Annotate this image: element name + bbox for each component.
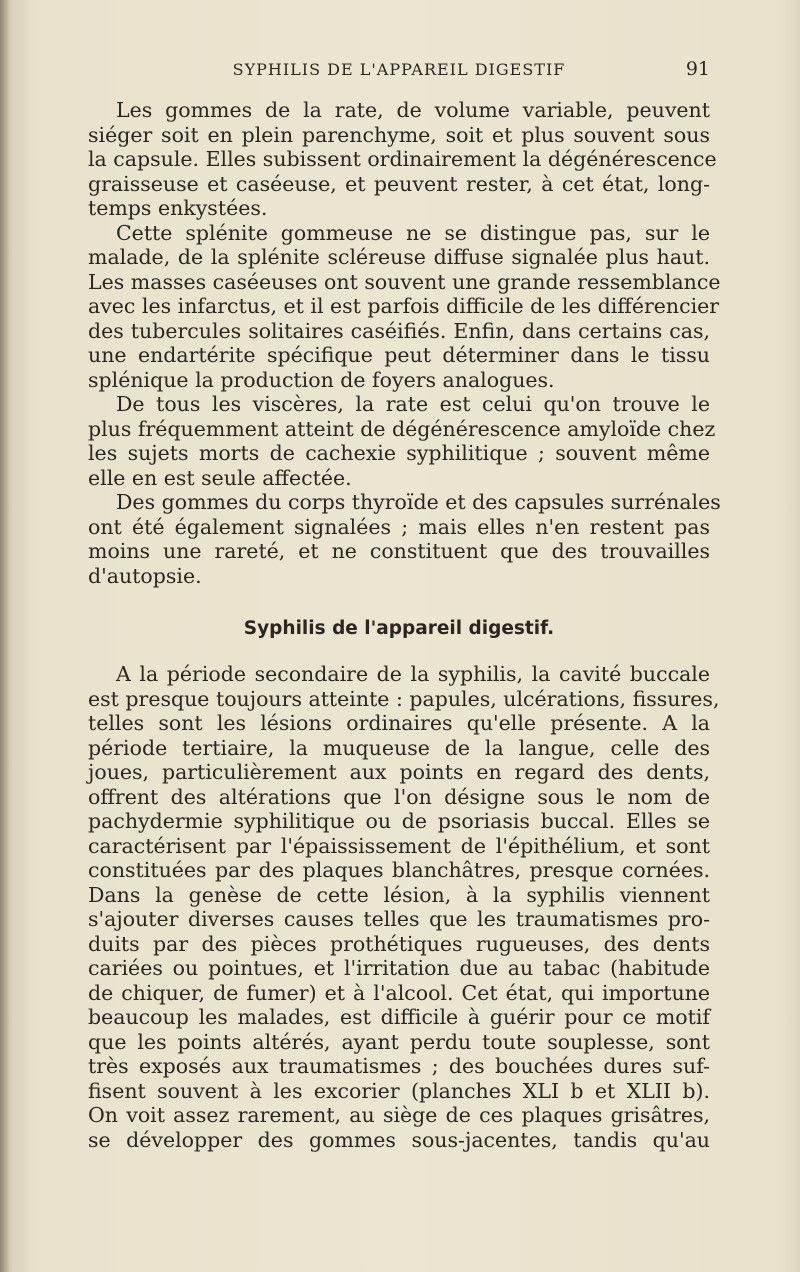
text-line: Cette splénite gommeuse ne se distingue pas, sur le bbox=[116, 220, 710, 245]
text-line: moins une rareté, et ne constituent que des trouvailles bbox=[88, 539, 710, 563]
text-line: splénique la production de foyers analogues. bbox=[88, 367, 555, 392]
running-title: SYPHILIS DE L'APPAREIL DIGESTIF bbox=[232, 60, 566, 79]
text-line: très exposés aux traumatismes ; des bouchées dures suf- bbox=[88, 1054, 710, 1078]
text-line: constituées par des plaques blanchâtres, presque cornées. bbox=[88, 858, 710, 882]
text-line: A la période secondaire de la syphilis, la cavité buccale bbox=[116, 662, 710, 686]
text-line: d'autopsie. bbox=[88, 563, 202, 588]
text-line: des tubercules solitaires caséifiés. Enfin, dans certains cas, bbox=[88, 318, 710, 343]
text-line: de chiquer, de fumer) et à l'alcool. Cet état, qui importune bbox=[88, 980, 710, 1005]
page-gutter-shadow bbox=[0, 0, 10, 1272]
text-line: elle en est seule affectée. bbox=[88, 465, 352, 490]
text-line: période tertiaire, la muqueuse de la langue, celle des bbox=[88, 735, 710, 760]
section-heading: Syphilis de l'appareil digestif. bbox=[243, 618, 555, 639]
text-line: que les points altérés, ayant perdu toute souplesse, sont bbox=[88, 1029, 710, 1054]
text-line: joues, particulièrement aux points en regard des dents, bbox=[88, 760, 710, 784]
text-line: s'ajouter diverses causes telles que les traumatismes pro- bbox=[88, 907, 710, 931]
text-line: est presque toujours atteinte : papules, ulcérations, fissures, bbox=[88, 686, 720, 711]
body-text-block-2 bbox=[88, 662, 720, 1152]
text-line: plus fréquemment atteint de dégénérescence amyloïde chez bbox=[88, 416, 716, 441]
text-line: pachydermie syphilitique ou de psoriasis buccal. Elles se bbox=[88, 809, 710, 833]
text-line: Les gommes de la rate, de volume variable, peuvent bbox=[116, 98, 710, 122]
text-line: telles sont les lésions ordinaires qu'elle présente. A la bbox=[88, 711, 710, 735]
text-line: avec les infarctus, et il est parfois difficile de les différencier bbox=[88, 294, 720, 318]
body-text-block-1 bbox=[88, 98, 721, 588]
text-line: graisseuse et caséeuse, et peuvent rester, à cet état, long- bbox=[88, 171, 710, 196]
text-line: ont été également signalées ; mais elles n'en restent pas bbox=[88, 514, 710, 539]
text-line: une endartérite spécifique peut déterminer dans le tissu bbox=[88, 343, 710, 367]
text-line: malade, de la splénite scléreuse diffuse signalée plus haut. bbox=[88, 245, 710, 269]
text-line: duits par des pièces prothétiques rugueuses, des dents bbox=[88, 931, 710, 956]
text-line: offrent des altérations que l'on désigne sous le nom de bbox=[88, 784, 710, 809]
page-number: 91 bbox=[685, 58, 710, 80]
text-line: Dans la genèse de cette lésion, à la syphilis viennent bbox=[88, 882, 710, 907]
text-line: siéger soit en plein parenchyme, soit et plus souvent sous bbox=[88, 122, 710, 147]
text-line: fisent souvent à les excorier (planches XLI b et XLII b). bbox=[88, 1078, 710, 1103]
text-line: Les masses caséeuses ont souvent une grande ressemblance bbox=[88, 269, 721, 294]
text-line: les sujets morts de cachexie syphilitique ; souvent même bbox=[88, 441, 710, 465]
text-line: cariées ou pointues, et l'irritation due au tabac (habitude bbox=[88, 956, 710, 980]
text-line: Des gommes du corps thyroïde et des capsules surrénales bbox=[116, 490, 721, 514]
text-line: la capsule. Elles subissent ordinairement la dégénérescence bbox=[88, 147, 717, 171]
page-header bbox=[88, 58, 710, 84]
text-line: temps enkystées. bbox=[88, 196, 268, 220]
text-line: On voit assez rarement, au siège de ces plaques grisâtres, bbox=[88, 1103, 710, 1127]
text-line: beaucoup les malades, est difficile à guérir pour ce motif bbox=[88, 1005, 710, 1029]
text-line: De tous les viscères, la rate est celui qu'on trouve le bbox=[116, 392, 710, 416]
text-line: se développer des gommes sous-jacentes, tandis qu'au bbox=[88, 1127, 710, 1152]
text-line: caractérisent par l'épaississement de l'épithélium, et sont bbox=[88, 833, 710, 858]
